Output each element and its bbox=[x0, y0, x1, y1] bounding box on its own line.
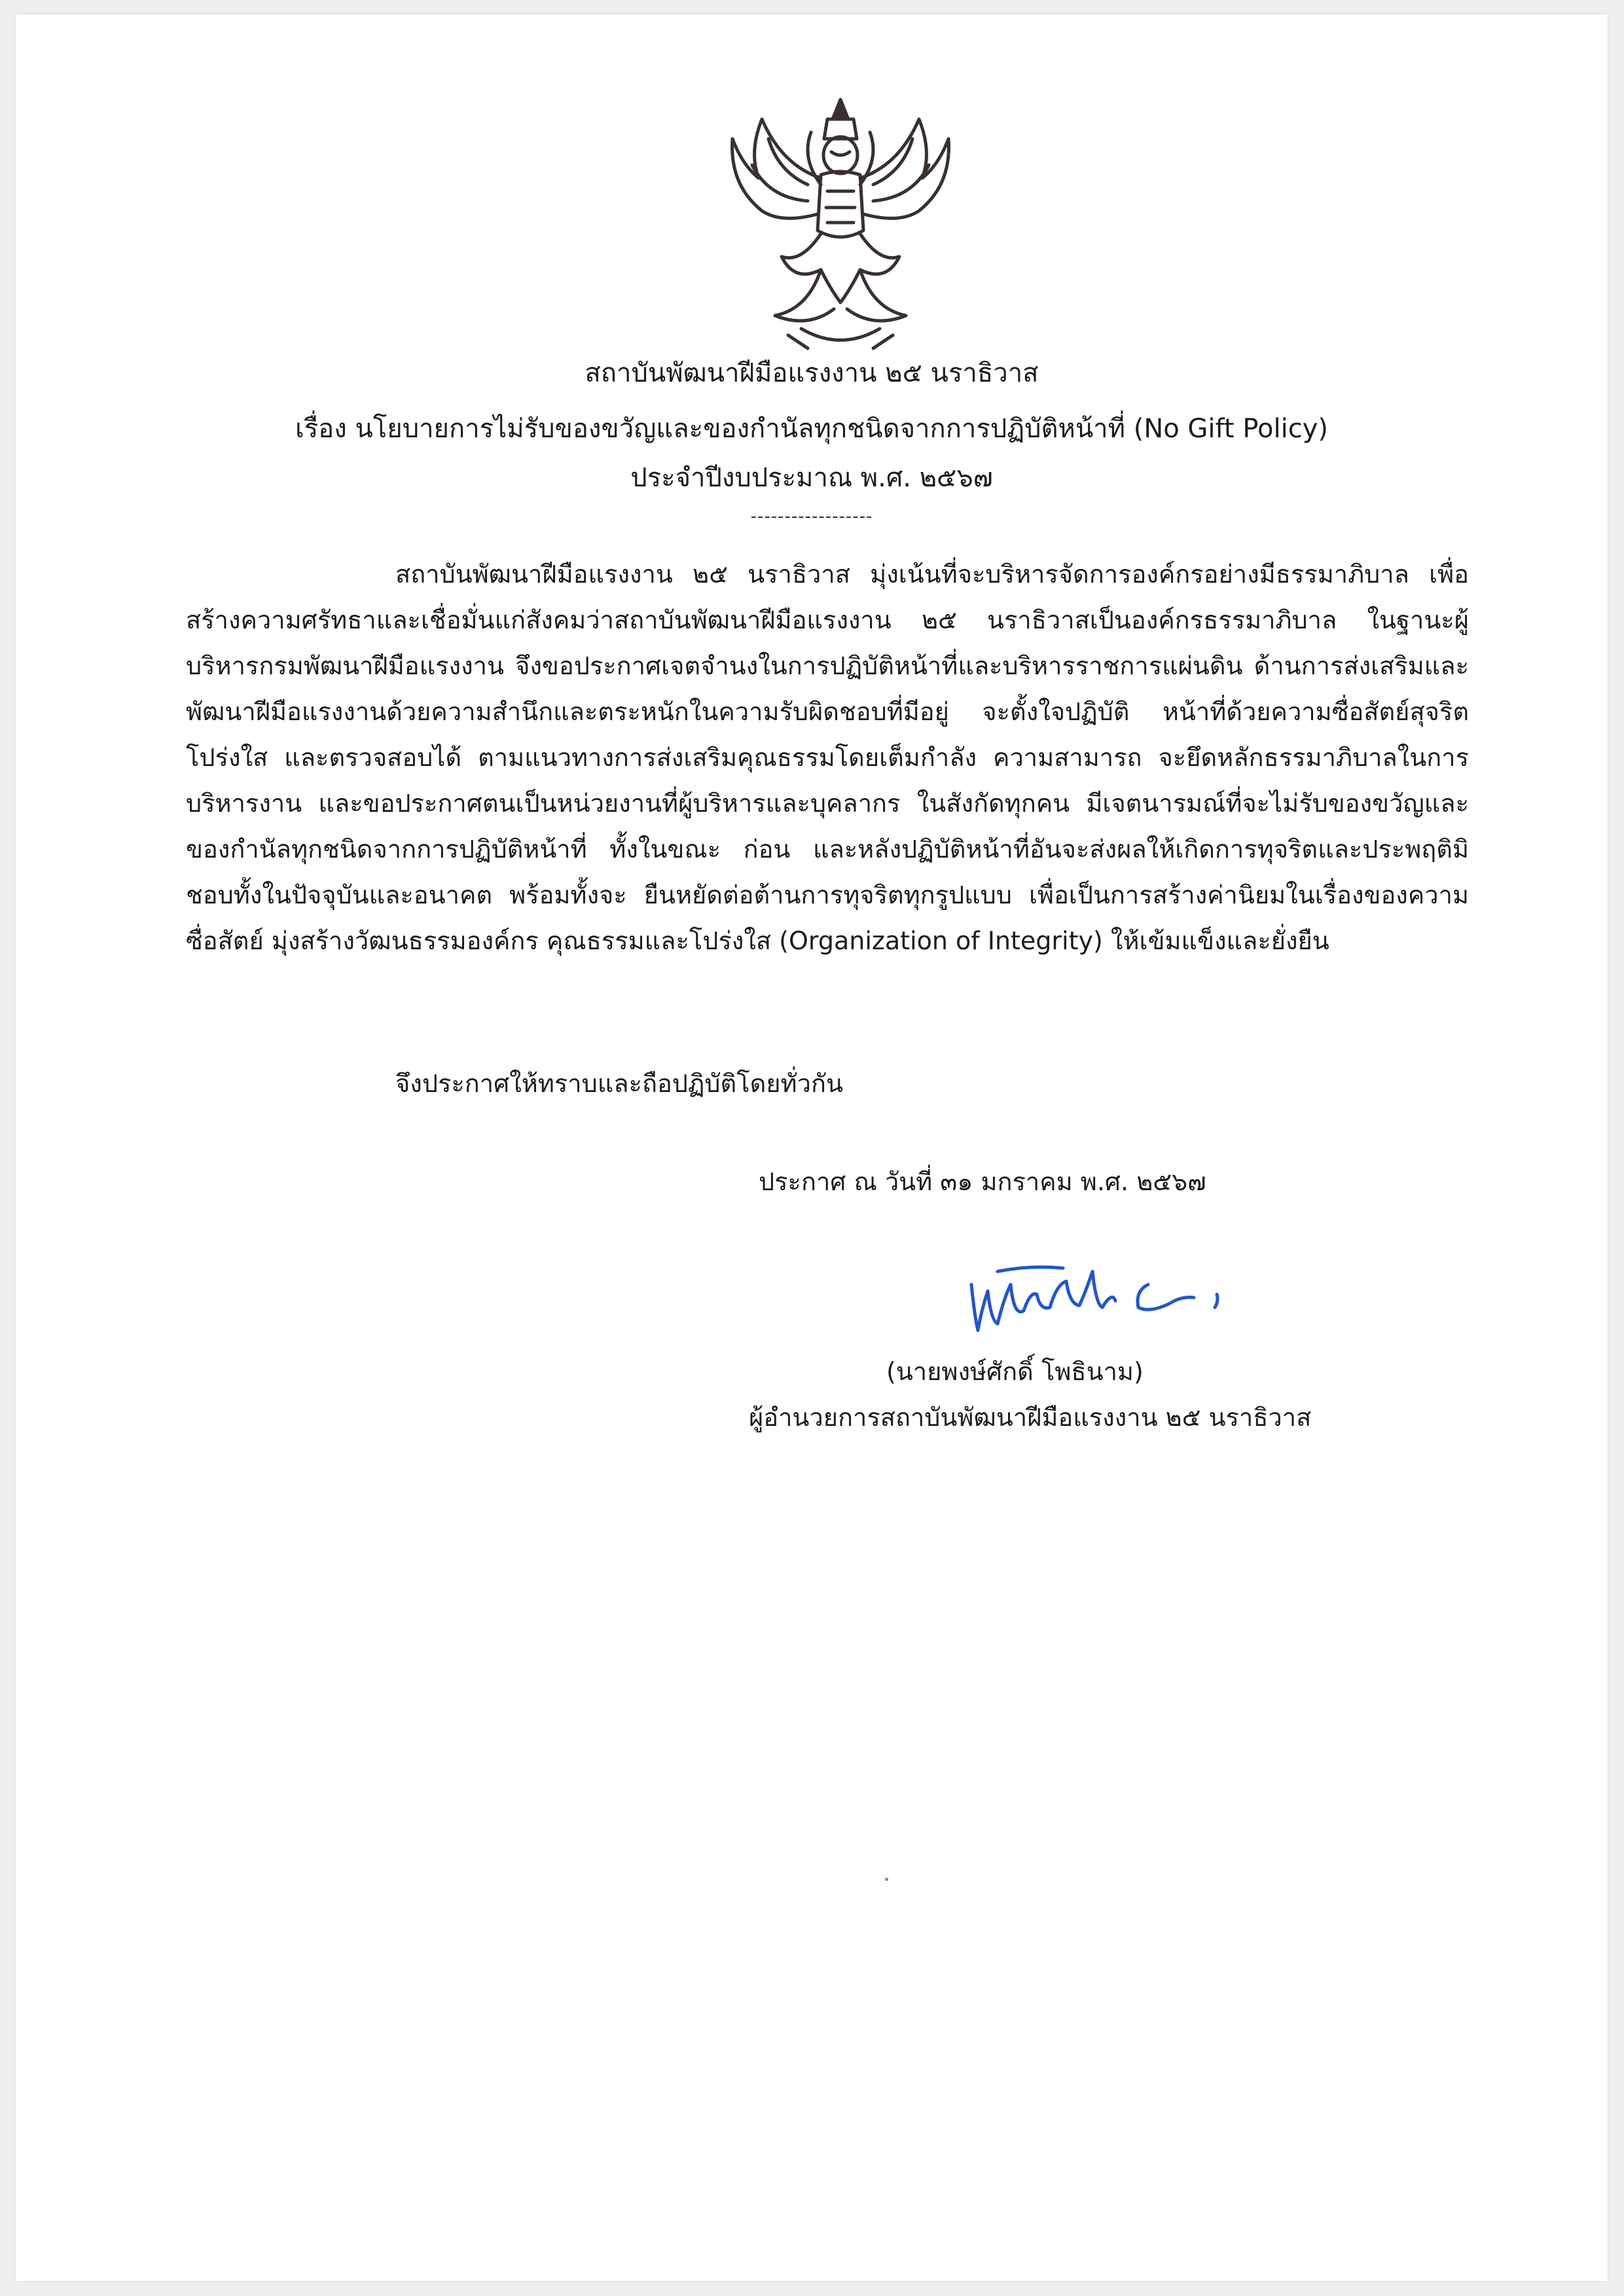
document-subject: เรื่อง นโยบายการไม่รับของขวัญและของกำนัลทุกชนิดจากการปฏิบัติหน้าที่ (No Gift Policy) bbox=[295, 414, 1328, 444]
handwritten-signature-icon bbox=[958, 1245, 1233, 1343]
divider: ------------------ bbox=[750, 507, 873, 526]
signer-name: (นายพงษ์ศักดิ์ โพธินาม) bbox=[886, 1357, 1144, 1386]
fiscal-year: ประจำปีงบประมาณ พ.ศ. ๒๕๖๗ bbox=[630, 463, 993, 493]
document-page bbox=[16, 14, 1608, 2281]
signer-title: ผู้อำนวยการสถาบันพัฒนาฝีมือแรงงาน ๒๕ นราธิวาส bbox=[749, 1403, 1312, 1432]
policy-paragraph: สถาบันพัฒนาฝีมือแรงงาน ๒๕ นราธิวาส มุ่งเน้นที่จะบริหารจัดการองค์กรอย่างมีธรรมาภิบาล เพื่อสร้างความศรัทธาและเชื่อมั่นแก่สังคมว่าสถาบันพัฒนาฝีมือแรงงาน ๒๕ นราธิวาสเป็นองค์กรธรรมาภิบาล ในฐานะผู้บริหารกรมพัฒนาฝีมือแรงงาน จึงขอประกาศเจตจำนงในการปฏิบัติหน้าที่และบริหารราชการแผ่นดิน ด้านการส่งเสริมและพัฒนาฝีมือแรงงานด้วยความสำนึกและตระหนักในความรับผิดชอบที่มีอยู่ จะตั้งใจปฏิบัติ หน้าที่ด้วยความซื่อสัตย์สุจริต โปร่งใส และตรวจสอบได้ ตามแนวทางการส่งเสริมคุณธรรมโดยเต็มกำลัง ความสามารถ จะยึดหลักธรรมาภิบาลในการบริหารงาน และขอประกาศตนเป็นหน่วยงานที่ผู้บริหารและบุคลากร ในสังกัดทุกคน มีเจตนารมณ์ที่จะไม่รับของขวัญและของกำนัลทุกชนิดจากการปฏิบัติหน้าที่ ทั้งในขณะ ก่อน และหลังปฏิบัติหน้าที่อันจะส่งผลให้เกิดการทุจริตและประพฤติมิชอบทั้งในปัจจุบันและอนาคต พร้อมทั้งจะ ยืนหยัดต่อต้านการทุจริตทุกรูปแบบ เพื่อเป็นการสร้างค่านิยมในเรื่องของความซื่อสัตย์ มุ่งสร้างวัฒนธรรมองค์กร คุณธรรมและโปร่งใส (Organization of Integrity) ให้เข้มแข็งและยั่งยืน bbox=[186, 560, 1469, 955]
announcement-date: ประกาศ ณ วันที่ ๓๑ มกราคม พ.ศ. ๒๕๖๗ bbox=[759, 1167, 1206, 1196]
closing-statement: จึงประกาศให้ทราบและถือปฏิบัติโดยทั่วกัน bbox=[395, 1069, 843, 1098]
document-body bbox=[186, 551, 1469, 964]
organization-title: สถาบันพัฒนาฝีมือแรงงาน ๒๕ นราธิวาส bbox=[585, 358, 1039, 388]
scan-speck bbox=[885, 1878, 888, 1881]
garuda-emblem-icon bbox=[723, 93, 958, 355]
